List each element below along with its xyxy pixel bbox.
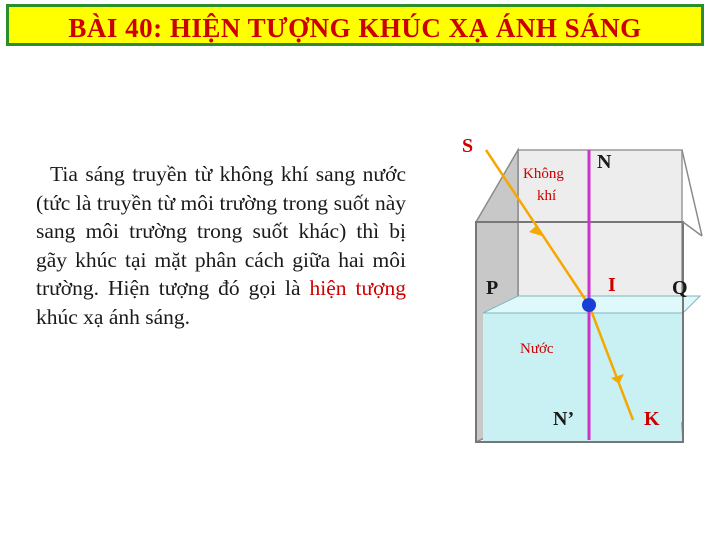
label-K: K xyxy=(644,408,660,430)
page-title: BÀI 40: HIỆN TƯỢNG KHÚC XẠ ÁNH SÁNG xyxy=(68,13,642,43)
paragraph-highlight: hiện tượng xyxy=(309,276,406,300)
incidence-point xyxy=(582,298,596,312)
label-Q: Q xyxy=(672,277,688,299)
label-N-prime: N’ xyxy=(553,408,575,430)
paragraph-tail: khúc xạ ánh sáng. xyxy=(36,304,191,329)
paragraph-lead: Tia sáng truyền từ không khí sang nước (tức là truyền từ môi trường trong suốt này sang môi trường trong suốt khác) thì bị gãy khúc tại mặt phân cách giữa hai môi trường. Hiện tượng đó gọi là xyxy=(36,162,406,300)
label-air-line1: Không xyxy=(523,166,564,182)
label-water: Nước xyxy=(520,341,554,357)
label-N: N xyxy=(597,151,612,173)
label-I: I xyxy=(608,274,616,296)
label-air-line2: khí xyxy=(537,188,557,204)
label-S: S xyxy=(462,135,474,157)
label-P: P xyxy=(486,277,499,299)
